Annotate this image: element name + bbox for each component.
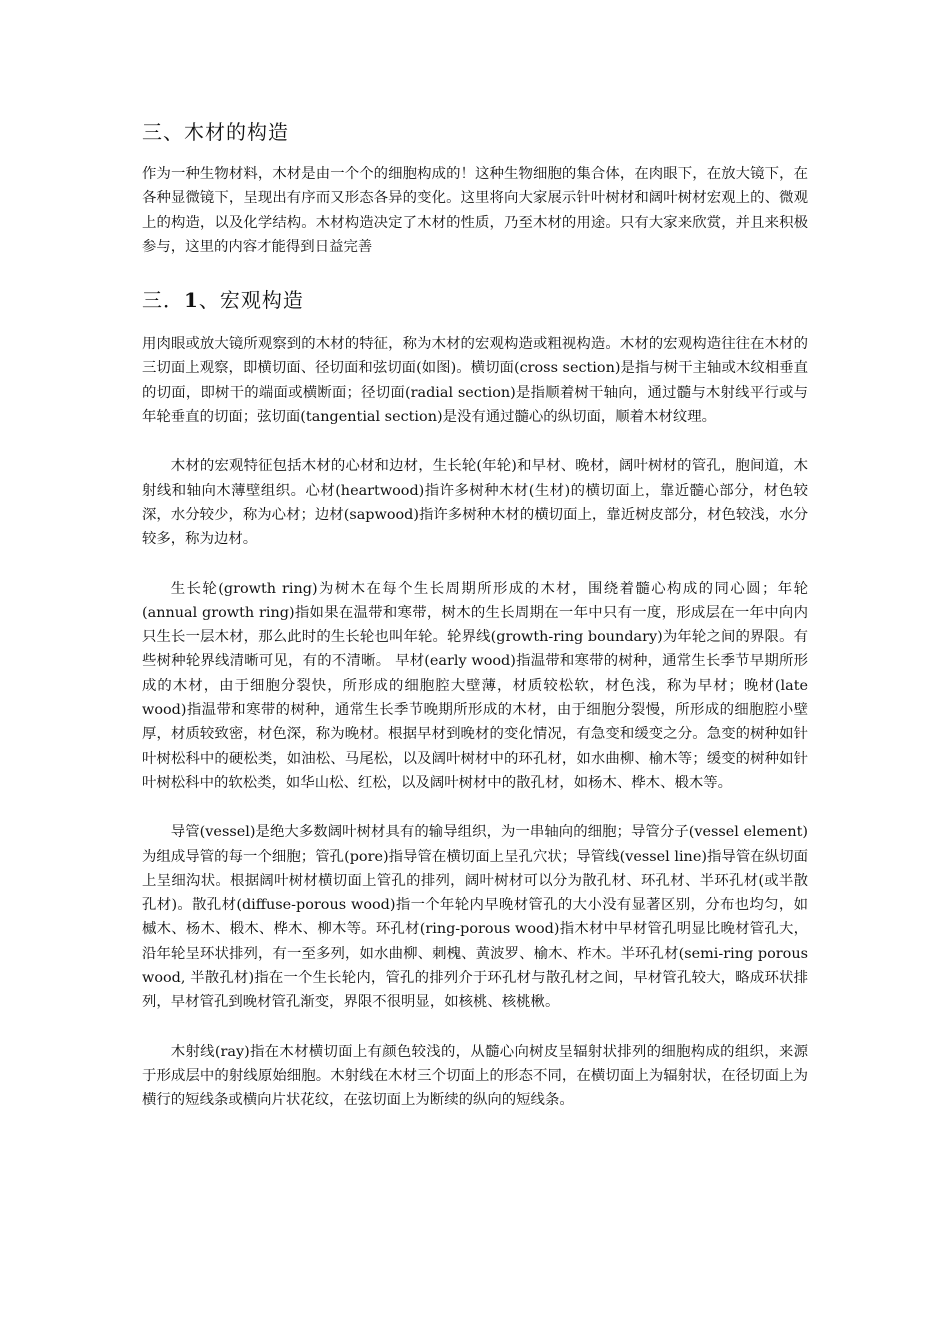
section-title: 三、木材的构造 (142, 120, 289, 144)
paragraph-growth-ring: 生长轮(growth ring)为树木在每个生长周期所形成的木材，围绕着髓心构成的同心圆；年轮(annual growth ring)指如果在温带和寒带，树木的生长周期在一年中只有一度，形成层在一年中向内只生长一层木材，那么此时的生长轮也叫年轮。轮界线(growth-ring boundary)为年轮之间的界限。有些树种轮界线清晰可见，有的不清晰。 早材(early wood)指温带和寒带的树种，通常生长季节早期所形成的木材，由于细胞分裂快，所形成的细胞腔大壁薄，材质较松软，材色浅，称为早材；晚材(late wood)指温带和寒带的树种，通常生长季节晚期所形成的木材，由于细胞分裂慢，所形成的细胞腔小壁厚，材质较致密，材色深，称为晚材。根据早材到晚材的变化情况，有急变和缓变之分。急变的树种如针叶树松科中的硬松类，如油松、马尾松，以及阔叶树材中的环孔材，如水曲柳、榆木等；缓变的树种如针叶树松科中的软松类，如华山松、红松，以及阔叶树材中的散孔材，如杨木、桦木、椴木等。 (142, 580, 808, 791)
intro-paragraph: 作为一种生物材料，木材是由一个个的细胞构成的！这种生物细胞的集合体，在肉眼下，在放大镜下，在各种显微镜下，呈现出有序而又形态各异的变化。这里将向大家展示针叶树材和阔叶树材宏观上的、微观上的构造，以及化学结构。木材构造决定了木材的性质，乃至木材的用途。只有大家来欣赏，并且来积极参与，这里的内容才能得到日益完善 (142, 166, 808, 255)
subsection-title-text: 、宏观构造 (198, 288, 304, 313)
paragraph-ray: 木射线(ray)指在木材横切面上有颜色较浅的，从髓心向树皮呈辐射状排列的细胞构成的组织，来源于形成层中的射线原始细胞。木射线在木材三个切面上的形态不同，在横切面上为辐射状，在径切面上为横行的短线条或横向片状花纹，在弦切面上为断续的纵向的短线条。 (142, 1043, 808, 1109)
paragraph-vessel: 导管(vessel)是绝大多数阔叶树材具有的输导组织，为一串轴向的细胞；导管分子(vessel element)为组成导管的每一个细胞；管孔(pore)指导管在横切面上呈孔穴状；导管线(vessel line)指导管在纵切面上呈细沟状。根据阔叶树材横切面上管孔的排列，阔叶树材可以分为散孔材、环孔材、半环孔材(或半散孔材)。散孔材(diffuse-porous wood)指一个年轮内早晚材管孔的大小没有显著区别，分布也均匀，如槭木、杨木、椴木、桦木、柳木等。环孔材(ring-porous wood)指木材中早材管孔明显比晚材管孔大，沿年轮呈环状排列，有一至多列，如水曲柳、刺槐、黄波罗、榆木、柞木。半环孔材(semi-ring porous wood, 半散孔材)指在一个生长轮内，管孔的排列介于环孔材与散孔材之间，早材管孔较大，略成环状排列，早材管孔到晚材管孔渐变，界限不很明显，如核桃、核桃楸。 (142, 824, 808, 1011)
subsection-prefix: 三． (142, 288, 184, 313)
subsection-number: 1 (184, 288, 199, 313)
subsection-title (142, 286, 808, 314)
document-page (142, 118, 808, 1113)
paragraph-macro-definition: 用肉眼或放大镜所观察到的木材的特征，称为木材的宏观构造或粗视构造。木材的宏观构造往往在木材的三切面上观察，即横切面、径切面和弦切面(如图)。横切面(cross section)是指与树干主轴或木纹相垂直的切面，即树干的端面或横断面；径切面(radial section)是指顺着树干轴向，通过髓与木射线平行或与年轮垂直的切面；弦切面(tangential section)是没有通过髓心的纵切面，顺着木材纹理。 (142, 336, 808, 426)
paragraph-heartwood-sapwood: 木材的宏观特征包括木材的心材和边材，生长轮(年轮)和早材、晚材，阔叶树材的管孔，胞间道，木射线和轴向木薄壁组织。心材(heartwood)指许多树种木材(生材)的横切面上，靠近髓心部分，材色较深，水分较少，称为心材；边材(sapwood)指许多树种木材的横切面上，靠近树皮部分，材色较浅，水分较多，称为边材。 (142, 458, 808, 548)
